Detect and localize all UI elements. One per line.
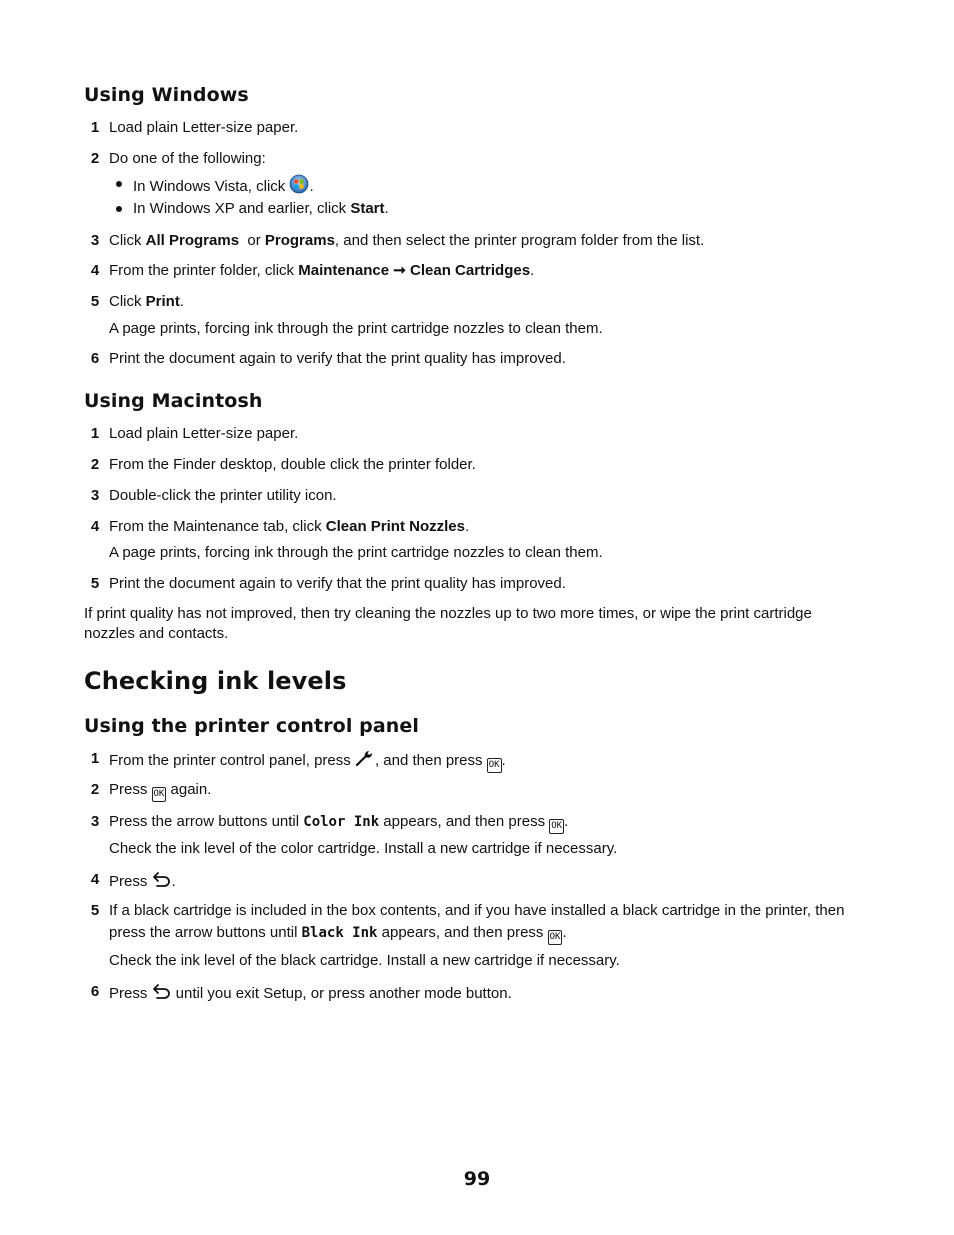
step-text: Load plain Letter-size paper. — [109, 119, 299, 136]
page-number: 99 — [463, 1168, 491, 1190]
mac-footer-paragraph: If print quality has not improved, then try cleaning the nozzles up to two more times, or wipe the print cartridge nozzles and contacts. — [84, 605, 812, 642]
step-text: From the printer folder, click — [109, 262, 299, 279]
windows-step-5-note: A page prints, forcing ink through the print cartridge nozzles to clean them. — [109, 320, 603, 337]
step-number: 5 — [90, 575, 100, 592]
step-text: appears, and then press — [377, 924, 548, 941]
step-text: . — [562, 924, 567, 941]
ok-button-icon: OK — [487, 758, 502, 773]
step-text: Press — [109, 781, 152, 798]
bold-clean-print-nozzles: Clean Print Nozzles — [325, 518, 465, 535]
step-number: 1 — [90, 750, 100, 767]
step-text: Press — [109, 872, 152, 890]
step-text: . — [530, 262, 535, 279]
step-text: Print the document again to verify that the print quality has improved. — [109, 575, 566, 592]
step-number: 3 — [90, 232, 100, 249]
step-text: , and then press — [374, 751, 487, 769]
mac-step-4-note: A page prints, forcing ink through the print cartridge nozzles to clean them. — [109, 544, 603, 561]
bold-print: Print — [145, 293, 180, 310]
step-text: again. — [166, 781, 212, 798]
display-text-color-ink: Color Ink — [303, 814, 380, 830]
bullet-text: In Windows XP and earlier, click — [133, 200, 351, 217]
step-number: 5 — [90, 293, 100, 310]
bold-all-programs: All Programs — [145, 232, 240, 249]
bold-programs: Programs — [264, 232, 335, 249]
step-text: . — [179, 293, 185, 310]
display-text-black-ink: Black Ink — [301, 925, 378, 941]
bullet-text-end: . — [384, 200, 389, 217]
bullet-text-end: . — [309, 177, 314, 195]
step-text: press the arrow buttons until — [109, 924, 302, 941]
back-arrow-icon — [152, 870, 172, 894]
step-text: If a black cartridge is included in the box contents, and if you have installed a black cartridge in the printer, then — [109, 902, 845, 919]
step-number: 2 — [90, 456, 100, 473]
step-text: . — [171, 872, 176, 890]
step-text: Load plain Letter-size paper. — [109, 425, 299, 442]
bold-start: Start — [350, 200, 385, 217]
step-number: 1 — [90, 425, 100, 442]
step-number: 2 — [90, 781, 100, 798]
step-text: appears, and then press — [379, 813, 550, 830]
step-text: Press — [109, 984, 152, 1002]
step-number: 4 — [90, 871, 100, 888]
bullet-text: In Windows Vista, click — [133, 177, 286, 195]
step-text: . — [564, 813, 569, 830]
bold-maintenance: Maintenance — [298, 262, 390, 279]
heading-using-printer-control-panel: Using the printer control panel — [84, 715, 419, 737]
step-number: 5 — [90, 902, 100, 919]
windows-start-orb-icon — [289, 174, 309, 200]
ink-step-5-note: Check the ink level of the black cartridge. Install a new cartridge if necessary. — [109, 952, 620, 969]
ok-button-icon: OK — [549, 819, 564, 834]
step-number: 4 — [90, 518, 100, 535]
step-text: Click — [109, 293, 146, 310]
step-number: 4 — [90, 262, 100, 279]
step-number: 3 — [90, 487, 100, 504]
ink-step-3-note: Check the ink level of the color cartridge. Install a new cartridge if necessary. — [109, 840, 618, 857]
heading-using-windows: Using Windows — [84, 84, 249, 106]
step-number: 2 — [90, 150, 100, 167]
step-text: . — [501, 751, 506, 769]
step-text: From the printer control panel, press — [109, 751, 355, 769]
step-number: 1 — [90, 119, 100, 136]
heading-using-macintosh: Using Macintosh — [84, 390, 263, 412]
wrench-icon — [355, 749, 375, 773]
step-text: , and then select the printer program folder from the list. — [334, 232, 705, 249]
heading-checking-ink-levels: Checking ink levels — [84, 667, 347, 695]
step-text: until you exit Setup, or press another mode button. — [171, 984, 512, 1002]
bold-clean-cartridges: Clean Cartridges — [410, 262, 531, 279]
step-number: 6 — [90, 350, 100, 367]
step-text: . — [464, 518, 470, 535]
step-text: Do one of the following: — [109, 150, 266, 167]
right-arrow-icon: ➞ — [393, 262, 406, 279]
step-text: From the Finder desktop, double click the printer folder. — [109, 456, 476, 473]
ok-button-icon: OK — [548, 930, 563, 945]
bullet-dot — [116, 206, 122, 212]
bullet-dot — [116, 181, 122, 187]
step-text: Click — [109, 232, 146, 249]
step-text: Print the document again to verify that the print quality has improved. — [109, 350, 566, 367]
step-text: From the Maintenance tab, click — [109, 518, 326, 535]
step-text: Double-click the printer utility icon. — [109, 487, 337, 504]
ok-button-icon: OK — [152, 787, 167, 802]
step-text: Press the arrow buttons until — [109, 813, 304, 830]
step-number: 3 — [90, 813, 100, 830]
back-arrow-icon — [152, 982, 172, 1006]
step-text: or — [239, 232, 265, 249]
step-number: 6 — [90, 983, 100, 1000]
